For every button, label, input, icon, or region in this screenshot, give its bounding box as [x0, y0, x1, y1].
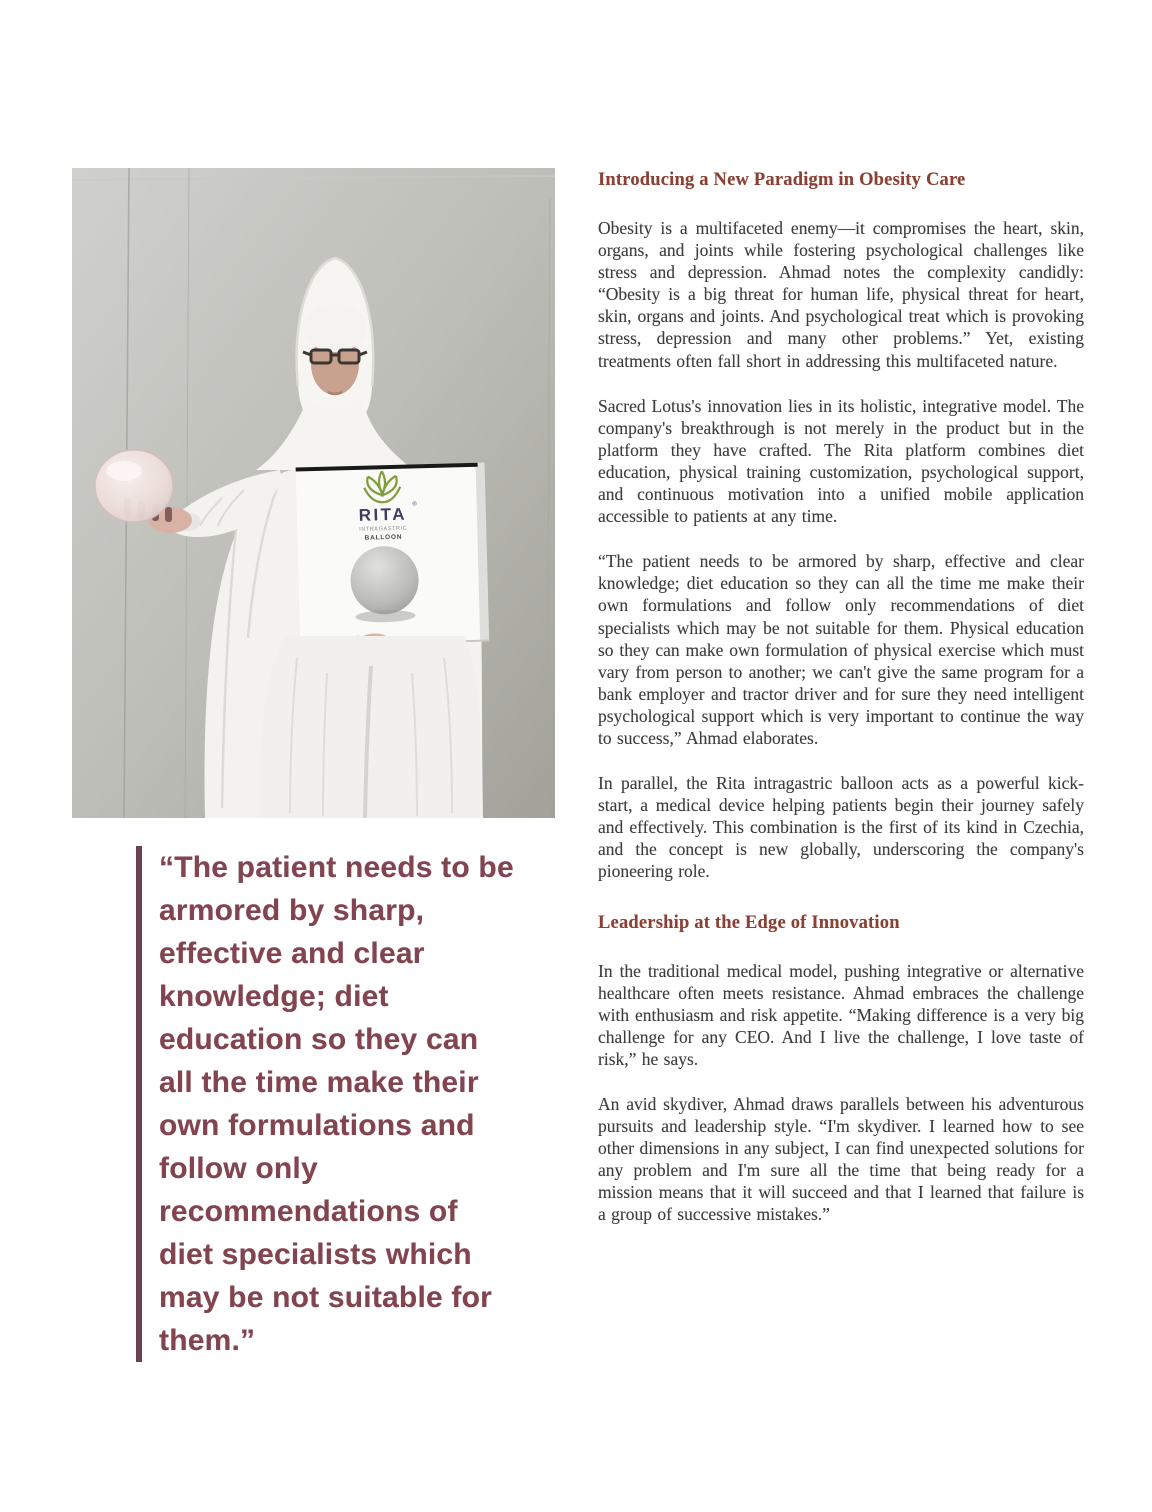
pull-quote-text: “The patient needs to be armored by sharp, effective and clear knowledge; diet education so they can all the time make their own formulations and follow only recommendations of diet specialists which may be not suitable for them.” — [159, 851, 514, 1357]
rita-product-box — [296, 463, 490, 654]
intragastric-balloon — [95, 450, 173, 522]
paragraph: Obesity is a multifaceted enemy—it compromises the heart, skin, organs, and joints while fostering psychological challenges like stress and depression. Ahmad notes the complexity candidly: “Obesity is a big threat for human life, physical threat for heart, skin, organs and joints. And psychological treat which is provoking stress, depression and many other problems.” Yet, existing treatments often fall short in addressing this multifaceted nature. — [598, 218, 1084, 371]
paragraph: An avid skydiver, Ahmad draws parallels between his adventurous pursuits and leadership style. “I'm skydiver. I learned how to see other dimensions in any subject, I can find unexpected solutions for any problem and I'm sure all the time that being ready for a mission means that it will succeed and that I learned that failure is a group of successive mistakes.” — [598, 1094, 1084, 1225]
paragraph: “The patient needs to be armored by sharp, effective and clear knowledge; diet education so they can all the time me make their own formulations and follow only recommendations of diet specialists which may be not suitable for them. Physical education so they can make own formulation of physical exercise which must vary from person to another; we can't give the same program for a bank employer and tractor driver and for sure they need intelligent psychological support which is very important to continue the way to success,” Ahmad elaborates. — [598, 551, 1084, 748]
paragraph: In parallel, the Rita intragastric balloon acts as a powerful kick-start, a medical device helping patients begin their journey safely and effectively. This combination is the first of its kind in Czechia, and the concept is new globally, underscoring the company's pioneering role. — [598, 773, 1084, 882]
box-tagline-line2: BALLOON — [364, 533, 403, 542]
coverall-legs — [260, 636, 481, 818]
paragraph: In the traditional medical model, pushing integrative or alternative healthcare often meets resistance. Ahmad embraces the challenge with enthusiasm and risk appetite. “Making difference is a very big challenge for any CEO. And I live the challenge, I love taste of risk,” he says. — [598, 960, 1084, 1069]
hood-brim — [304, 304, 366, 352]
section-heading-leadership: Leadership at the Edge of Innovation — [598, 912, 900, 933]
box-trademark-symbol: ® — [412, 501, 417, 508]
box-brand-text: RITA — [358, 504, 408, 525]
article-photo — [72, 168, 555, 818]
article-column — [598, 170, 1084, 1249]
paragraph: Sacred Lotus's innovation lies in its holistic, integrative model. The company's breakthrough is not merely in the product but in the platform they have crafted. The Rita platform combines diet education, physical training customization, psychological support, and continuous motivation into a unified mobile application accessible to patients at any time. — [598, 395, 1084, 527]
section-heading-obesity-care: Introducing a New Paradigm in Obesity Care — [598, 170, 966, 190]
photo-illustration — [72, 168, 555, 818]
box-tagline-line1: INTRAGASTRIC — [359, 525, 408, 533]
pull-quote-block — [136, 846, 517, 1362]
